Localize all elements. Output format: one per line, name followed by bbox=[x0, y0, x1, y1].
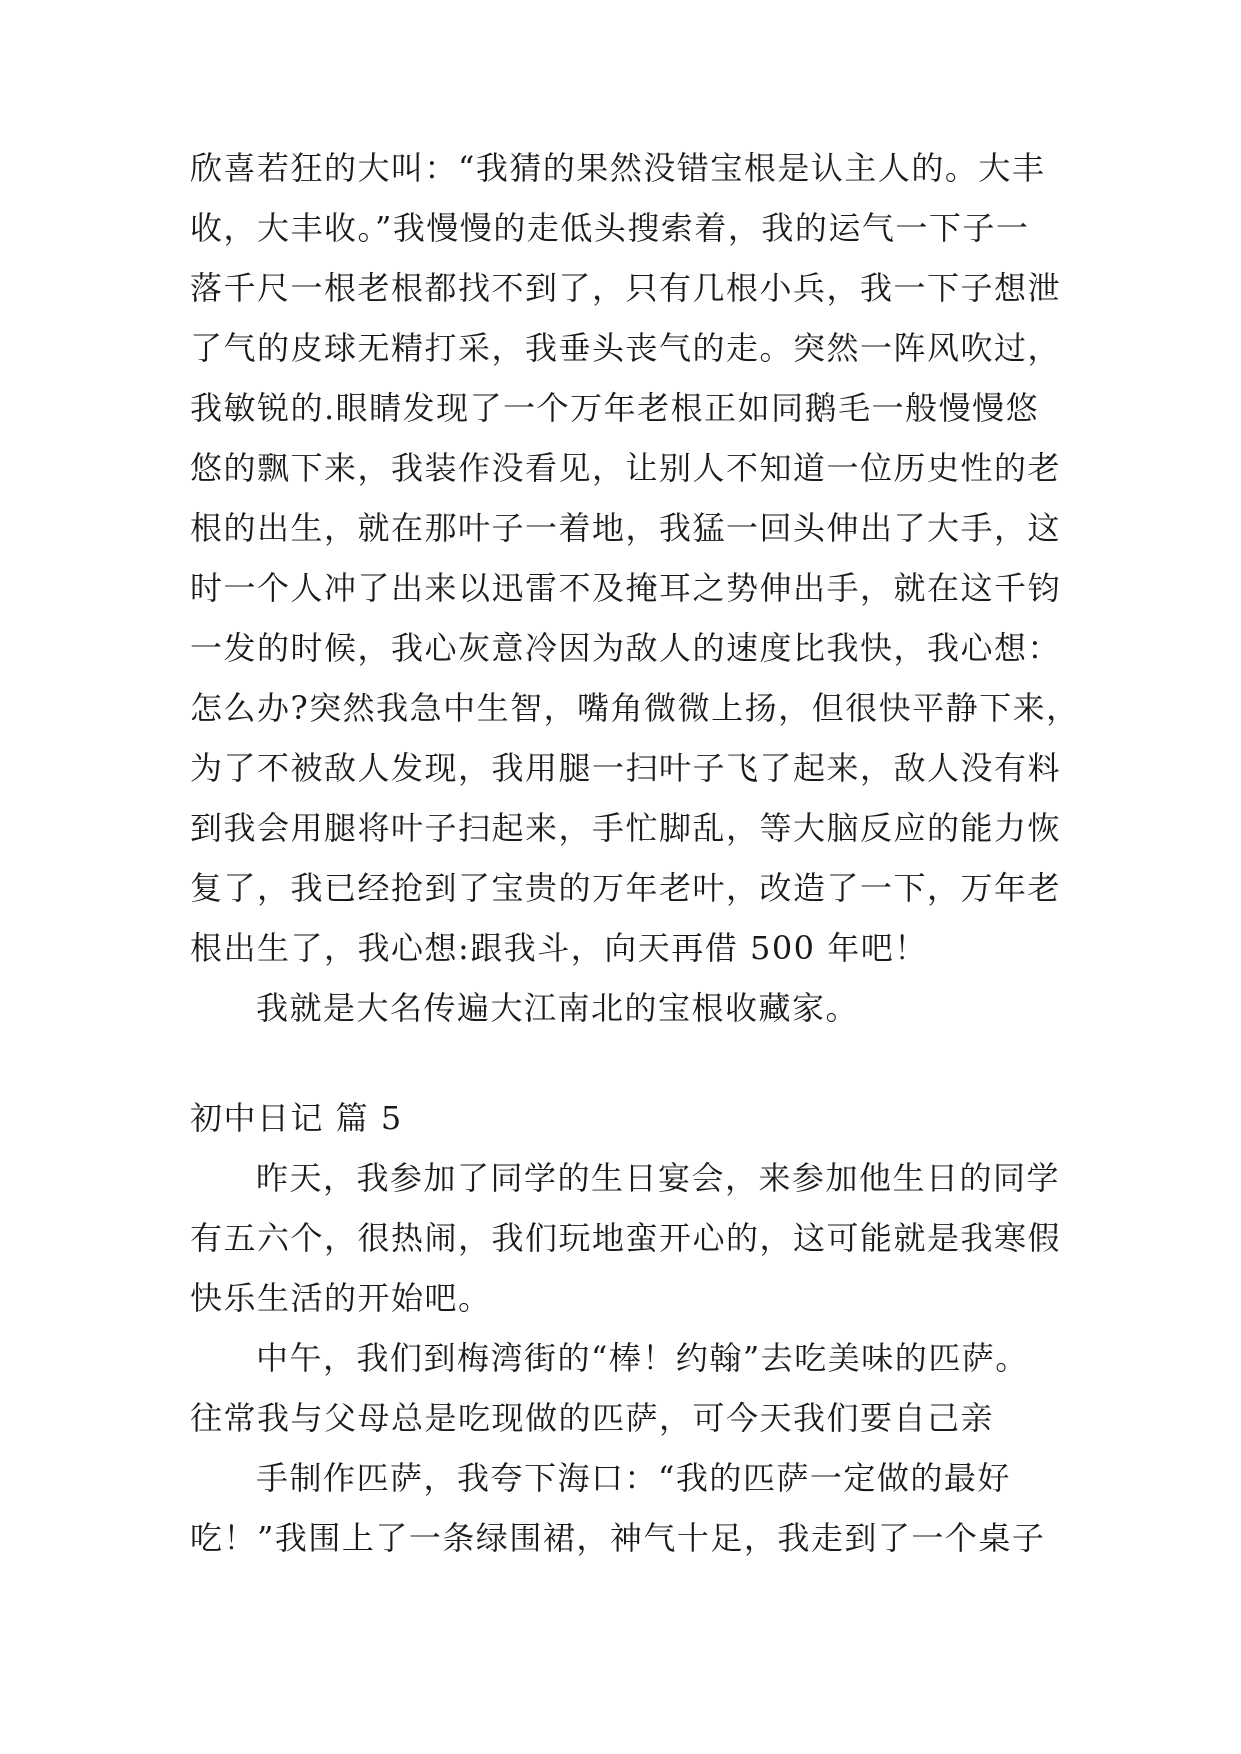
text-line: 有五六个，很热闹，我们玩地蛮开心的，这可能就是我寒假 bbox=[190, 1219, 1062, 1257]
text-line: 悠的飘下来，我装作没看见，让别人不知道一位历史性的老 bbox=[190, 449, 1062, 487]
text-line: 中午，我们到梅湾街的“棒！约翰”去吃美味的匹萨。 bbox=[256, 1339, 1029, 1377]
text-line: 欣喜若狂的大叫：“我猜的果然没错宝根是认主人的。大丰 bbox=[190, 149, 1046, 187]
text-line: 时一个人冲了出来以迅雷不及掩耳之势伸出手，就在这千钧 bbox=[190, 569, 1062, 607]
text-line: 了气的皮球无精打采，我垂头丧气的走。突然一阵风吹过， bbox=[190, 329, 1062, 367]
text-line: 我敏锐的.眼睛发现了一个万年老根正如同鹅毛一般慢慢悠 bbox=[190, 389, 1040, 427]
text-line: 昨天，我参加了同学的生日宴会，来参加他生日的同学 bbox=[256, 1159, 1061, 1197]
text-line: 为了不被敌人发现，我用腿一扫叶子飞了起来，敌人没有料 bbox=[190, 749, 1062, 787]
text-line: 快乐生活的开始吧。 bbox=[190, 1279, 492, 1317]
text-line: 一发的时候，我心灰意冷因为敌人的速度比我快，我心想： bbox=[190, 629, 1062, 667]
text-line: 到我会用腿将叶子扫起来，手忙脚乱，等大脑反应的能力恢 bbox=[190, 809, 1062, 847]
text-line: 手制作匹萨，我夸下海口：“我的匹萨一定做的最好 bbox=[256, 1459, 1011, 1497]
section-heading: 初中日记 篇 5 bbox=[190, 1099, 403, 1137]
text-line: 根的出生，就在那叶子一着地，我猛一回头伸出了大手，这 bbox=[190, 509, 1062, 547]
text-line: 复了，我已经抢到了宝贵的万年老叶，改造了一下，万年老 bbox=[190, 869, 1062, 907]
text-line: 收，大丰收。”我慢慢的走低头搜索着，我的运气一下子一 bbox=[190, 209, 1030, 247]
closing-line: 我就是大名传遍大江南北的宝根收藏家。 bbox=[256, 989, 860, 1027]
text-line: 落千尺一根老根都找不到了，只有几根小兵，我一下子想泄 bbox=[190, 269, 1062, 307]
text-line: 往常我与父母总是吃现做的匹萨，可今天我们要自己亲 bbox=[190, 1399, 995, 1437]
text-line: 怎么办?突然我急中生智，嘴角微微上扬，但很快平静下来， bbox=[190, 689, 1080, 727]
text-line: 根出生了，我心想:跟我斗，向天再借 500 年吧！ bbox=[190, 929, 928, 967]
text-line: 吃！”我围上了一条绿围裙，神气十足，我走到了一个桌子 bbox=[190, 1519, 1046, 1557]
